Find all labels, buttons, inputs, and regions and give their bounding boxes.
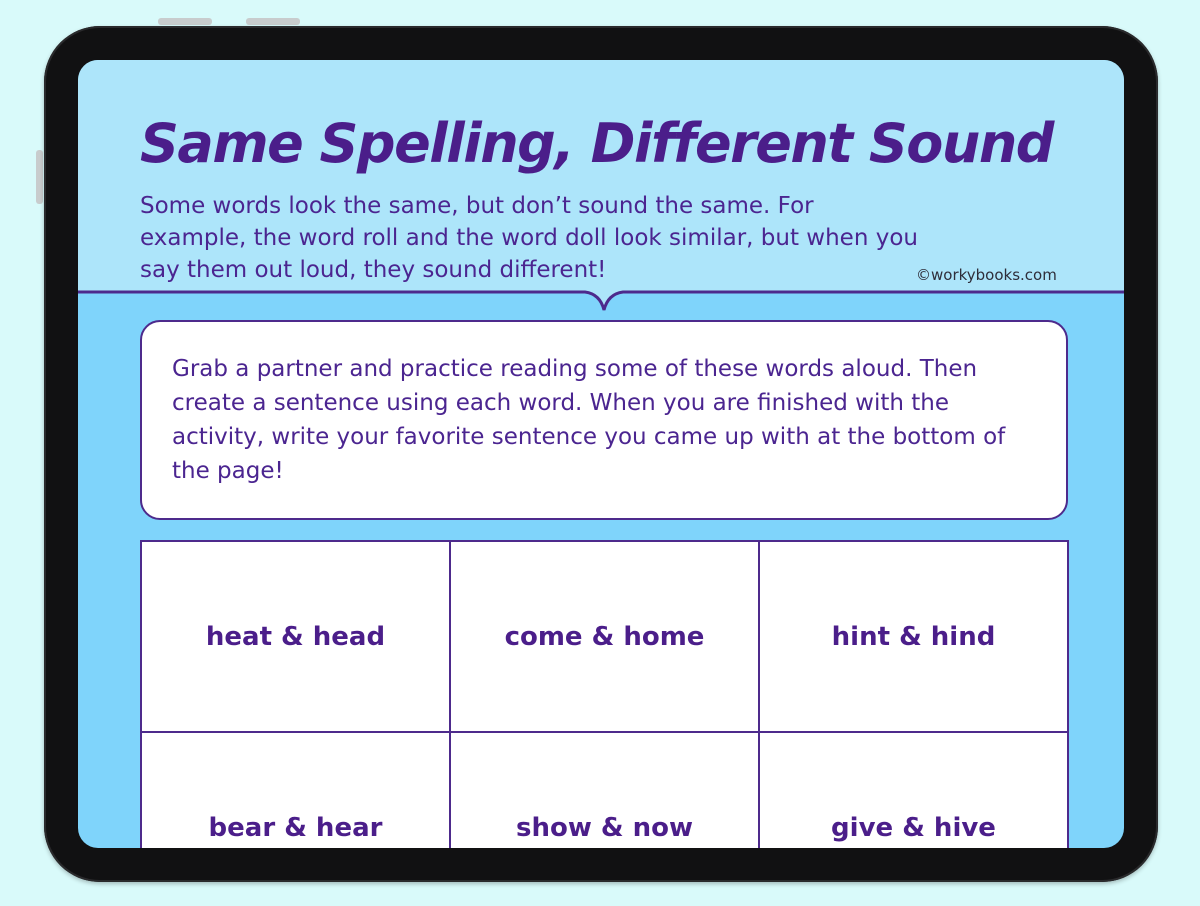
word-pair-cell: hint & hind <box>760 542 1069 733</box>
intro-text: Some words look the same, but don’t sound the same. For example, the word roll and the word doll look similar, but when you say them out loud, they sound different! <box>140 193 918 283</box>
word-pair-grid <box>140 540 1069 848</box>
word-pair-cell: bear & hear <box>142 733 451 848</box>
tablet-screen <box>78 60 1124 848</box>
tablet-top-button-2 <box>246 18 300 25</box>
tablet-top-button-1 <box>158 18 212 25</box>
word-pair-cell: give & hive <box>760 733 1069 848</box>
word-pair-cell: heat & head <box>142 542 451 733</box>
page-title: Same Spelling, Different Sound <box>140 112 1053 175</box>
tablet-side-button <box>36 150 43 204</box>
copyright-label: ©workybooks.com <box>916 266 1057 284</box>
word-pair-cell: show & now <box>451 733 760 848</box>
instructions-text: Grab a partner and practice reading some of these words aloud. Then create a sentence using each word. When you are finished with the activity, write your favorite sentence you came up with at the bottom of the page! <box>172 356 1006 484</box>
instructions-box <box>140 320 1068 520</box>
header-divider <box>78 282 1124 322</box>
word-pair-cell: come & home <box>451 542 760 733</box>
